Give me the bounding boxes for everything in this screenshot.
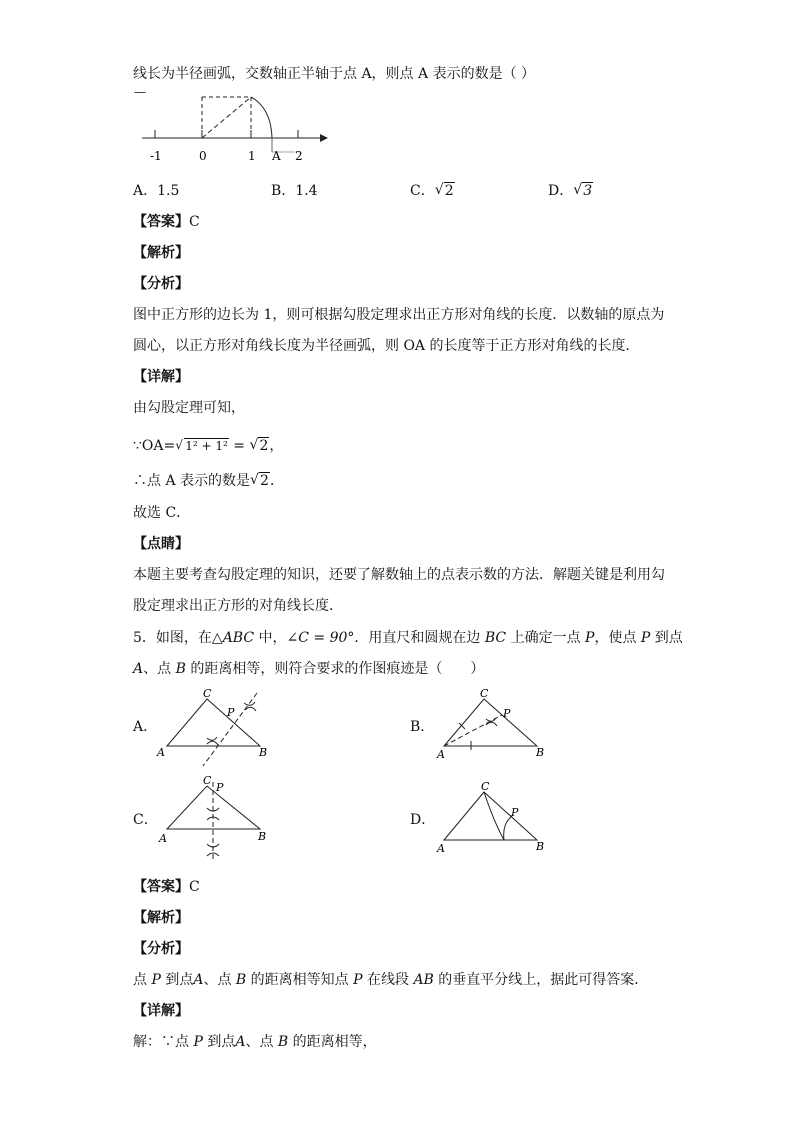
q5-option-b-figure [432, 688, 552, 768]
q4-number-line-figure [140, 90, 330, 170]
q4-fenxi-line1: 图中正方形的边长为 1，则可根据勾股定理求出正方形对角线的长度．以数轴的原点为 [133, 307, 665, 323]
q5-option-d-letter: D． [410, 812, 436, 828]
label-b: B [536, 840, 545, 853]
q4-detail-tag: 【详解】 [133, 369, 189, 385]
label-p: P [216, 781, 224, 794]
q4-detail-line1: 由勾股定理可知， [133, 400, 245, 416]
q5-option-a-figure [155, 688, 275, 768]
label-c: C [481, 780, 490, 793]
label-p: P [511, 806, 519, 819]
q5-option-c-letter: C． [133, 812, 158, 828]
label-a: A [437, 842, 445, 855]
q4-detail-line2: ∵OA=√ 1² + 1² = √ 2， [133, 436, 283, 456]
label-tick-2: 2 [295, 149, 303, 163]
label-tick-1: 1 [248, 149, 256, 163]
q5-fenxi-line: 点 P 到点A、点 B 的距离相等知点 P 在线段 AB 的垂直平分线上，据此可得答案． [133, 972, 649, 988]
q4-option-c: C．√ 2 [410, 181, 455, 201]
label-point-a: A [272, 149, 281, 163]
q5-option-b-letter: B． [410, 719, 435, 735]
q4-detail-line3: ∴点 A 表示的数是√ 2． [133, 471, 284, 491]
q5-stem-line1: 5．如图，在△ABC 中，∠C = 90°．用直尺和圆规在边 BC 上确定一点 P，使点 P 到点 [133, 630, 683, 646]
label-p: P [227, 706, 235, 719]
q4-dianjing-line2: 股定理求出正方形的对角线长度． [133, 598, 343, 614]
label-a: A [157, 746, 165, 759]
q5-analysis-tag: 【解析】 [133, 910, 189, 926]
q4-fenxi-line2: 圆心，以正方形对角线长度为半径画弧，则 OA 的长度等于正方形对角线的长度． [133, 338, 640, 354]
q4-stem-tail: 线长为半径画弧，交数轴正半轴于点 A，则点 A 表示的数是（ ） [133, 66, 536, 82]
q4-analysis-tag: 【解析】 [133, 245, 189, 261]
q4-detail-line4: 故选 C． [133, 505, 191, 521]
q5-option-c-figure [155, 774, 275, 864]
q4-option-b: B．1.4 [271, 183, 318, 199]
label-b: B [259, 746, 268, 759]
q5-option-a-letter: A． [133, 719, 158, 735]
label-c: C [203, 774, 212, 787]
q4-dianjing-tag: 【点睛】 [133, 536, 189, 552]
label-p: P [503, 707, 511, 720]
q4-option-d: D．√ 3 [548, 181, 593, 201]
q5-stem-line2: A、点 B 的距离相等，则符合要求的作图痕迹是（ ） [133, 661, 485, 677]
q4-dianjing-line1: 本题主要考查勾股定理的知识，还要了解数轴上的点表示数的方法．解题关键是利用勾 [133, 567, 665, 583]
q4-answer: 【答案】C [133, 214, 200, 230]
q5-detail-line1: 解：∵点 P 到点A、点 B 的距离相等， [133, 1034, 377, 1050]
q4-dash-mark: — [134, 85, 146, 99]
label-b: B [536, 746, 545, 759]
label-tick-neg1: -1 [150, 149, 162, 163]
q5-answer: 【答案】C [133, 879, 200, 895]
label-c: C [480, 688, 489, 700]
q4-fenxi-tag: 【分析】 [133, 276, 189, 292]
label-a: A [159, 832, 167, 845]
label-c: C [203, 688, 212, 700]
label-tick-0: 0 [199, 149, 207, 163]
q4-option-a: A．1.5 [133, 183, 180, 199]
label-a: A [437, 748, 445, 761]
q5-fenxi-tag: 【分析】 [133, 941, 189, 957]
q5-option-d-figure [432, 780, 552, 860]
q5-detail-tag: 【详解】 [133, 1003, 189, 1019]
label-b: B [258, 830, 267, 843]
